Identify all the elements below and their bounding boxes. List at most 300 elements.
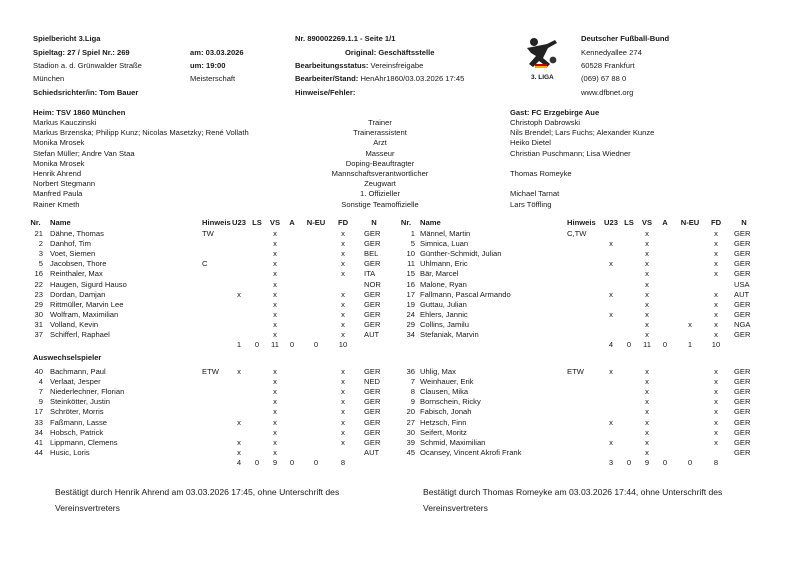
player-nationality: GER [364,259,381,269]
player-fd: x [714,309,718,319]
player-u23 [232,239,246,249]
player-nationality: GER [734,229,751,238]
notes-label: Hinweise/Fehler: [295,88,356,97]
column-header-n: N [741,218,747,227]
player-non-eu [304,367,328,377]
player-vs: x [273,269,277,279]
total-a: 0 [662,340,668,350]
total-ls: 0 [254,340,260,350]
player-fd: x [714,289,718,299]
official-home: Rainer Kmeth [33,199,80,209]
player-name: Ehlers, Jannic [420,309,468,319]
player-number: 24 [406,309,415,319]
player-fd [336,280,350,290]
player-number: 22 [34,279,43,289]
player-u23: x [237,437,241,447]
player-number: 41 [34,437,43,447]
player-name: Reinthaler, Max [50,269,103,279]
player-nationality: GER [734,377,751,387]
player-vs: x [645,377,649,387]
column-header-fd: FD [337,218,349,227]
player-name: Lippmann, Clemens [50,437,118,447]
official-role: Zeugwart [364,179,396,189]
player-number: 37 [34,330,43,339]
player-u23: x [237,417,241,427]
org-website[interactable]: www.dfbnet.org [581,88,634,97]
player-note: ETW [567,367,584,376]
player-vs: x [273,447,277,457]
player-name: Faßmann, Lasse [50,417,107,427]
player-nationality: AUT [364,330,380,339]
player-number: 20 [406,407,415,417]
player-fd: x [714,427,718,437]
player-u23: x [609,437,613,447]
column-header-hinweis: Hinweis [567,218,596,227]
player-vs: x [645,299,649,309]
column-header-hinweis: Hinweis [202,218,231,227]
player-u23 [232,229,246,239]
column-header-neu: N-EU [680,218,700,227]
player-nationality: GER [364,309,381,319]
player-number: 29 [34,299,43,309]
column-header-neu: N-EU [306,218,326,227]
official-home: Monika Mrosek [33,158,85,168]
player-non-eu [304,320,328,330]
player-u23 [604,320,618,330]
player-vs: x [273,427,277,437]
substitutes-heading: Auswechselspieler [33,353,102,362]
player-u23 [604,300,618,310]
player-u23: x [237,447,241,457]
player-fd: x [341,249,345,259]
total-neu: 0 [687,457,693,467]
player-name: Husic, Loris [50,447,90,457]
player-nationality: GER [364,299,381,309]
player-non-eu [304,280,328,290]
player-vs: x [273,289,277,299]
column-header-u23: U23 [604,218,618,227]
official-role: Masseur [365,148,395,158]
player-non-eu [678,407,702,417]
official-role: Mannschaftsverantwortlicher [331,169,429,178]
official-away: Christoph Dabrowski [510,118,581,127]
player-fd: x [714,259,718,269]
player-non-eu [304,448,328,458]
player-non-eu [678,387,702,397]
player-non-eu [678,310,702,320]
player-fd: x [714,299,718,309]
official-role: Doping-Beauftragter [345,158,415,168]
player-name: Fabisch, Jonah [420,407,472,417]
player-u23: x [609,309,613,319]
player-note: ETW [202,367,219,376]
player-name: Volland, Kevin [50,319,99,329]
player-vs: x [273,299,277,309]
official-role: Arzt [373,138,387,148]
player-non-eu [678,377,702,387]
player-vs: x [645,397,649,407]
player-u23 [604,280,618,290]
player-vs: x [645,387,649,397]
total-fd: 10 [338,340,348,350]
player-name: Uhlig, Max [420,367,456,376]
player-name: Dordan, Damjan [50,289,106,299]
player-u23 [232,280,246,290]
player-name: Danhof, Tim [50,239,91,249]
player-number: 45 [406,447,415,457]
column-header-name: Name [50,218,71,227]
player-name: Schifferl, Raphael [50,330,110,339]
player-name: Bornschein, Ricky [420,397,481,407]
player-nationality: GER [364,229,381,238]
player-vs: x [645,249,649,259]
org-city: 60528 Frankfurt [581,61,635,70]
player-number: 2 [38,239,43,249]
player-name: Stefaniak, Marvin [420,330,479,339]
player-number: 19 [406,299,415,309]
player-vs: x [645,269,649,279]
player-name: Bär, Marcel [420,269,459,279]
player-number: 23 [34,289,43,299]
column-header-a: A [662,218,668,227]
player-non-eu [304,269,328,279]
player-nationality: GER [734,299,751,309]
player-non-eu [304,259,328,269]
player-non-eu [678,290,702,300]
home-team-title: Heim: TSV 1860 München [33,108,126,117]
player-number: 34 [34,427,43,437]
player-vs: x [273,407,277,417]
player-vs: x [645,447,649,457]
player-u23 [604,387,618,397]
player-vs: x [273,319,277,329]
org-street: Kennedyallee 274 [581,48,642,57]
player-name: Wolfram, Maximilian [50,309,119,319]
official-away: Nils Brendel; Lars Fuchs; Alexander Kunze [510,128,655,138]
player-name: Niederlechner, Florian [50,387,125,397]
document-number: Nr. 890002269.1.1 - Seite 1/1 [295,34,396,43]
column-header-ls: LS [624,218,634,227]
player-nationality: GER [364,427,381,437]
away-team-title: Gast: FC Erzgebirge Aue [510,108,600,117]
player-nationality: GER [364,367,381,376]
player-fd: x [341,437,345,447]
player-nationality: GER [734,367,751,376]
player-number: 15 [406,269,415,279]
player-number: 9 [38,397,43,407]
player-nationality: GER [364,397,381,407]
player-number: 5 [410,239,415,249]
player-name: Jacobsen, Thore [50,259,107,269]
match-date: am: 03.03.2026 [190,48,244,57]
player-number: 7 [410,377,415,387]
player-vs: x [273,330,277,339]
total-ls: 0 [626,457,632,467]
player-non-eu [304,397,328,407]
player-fd: x [341,299,345,309]
official-home: Monika Mrosek [33,138,85,148]
player-fd: x [341,330,345,339]
player-nationality: GER [734,269,751,279]
total-u23: 4 [236,457,242,467]
player-vs: x [645,279,649,289]
org-phone: (069) 67 88 0 [581,74,627,83]
player-nationality: NOR [364,279,381,289]
player-number: 31 [34,319,43,329]
player-non-eu [678,367,702,377]
player-vs: x [273,437,277,447]
total-fd: 8 [340,457,346,467]
player-name: Hetzsch, Finn [420,417,467,427]
player-fd: x [714,319,718,329]
player-name: Fallmann, Pascal Armando [420,289,511,299]
total-vs: 11 [643,340,651,350]
player-name: Dähne, Thomas [50,229,104,238]
player-vs: x [645,319,649,329]
player-number: 21 [34,229,43,238]
player-u23 [232,330,246,340]
player-vs: x [273,259,277,269]
editor-label: Bearbeiter/Stand: [295,74,359,83]
player-fd: x [714,239,718,249]
player-number: 9 [410,397,415,407]
player-u23 [604,377,618,387]
total-neu: 0 [313,340,319,350]
player-name: Guttau, Julian [420,299,467,309]
player-name: Simnica, Luan [420,239,469,249]
org-name: Deutscher Fußball-Bund [581,34,670,43]
player-non-eu [304,290,328,300]
player-non-eu [304,418,328,428]
player-u23: x [237,289,241,299]
player-fd: x [341,259,345,269]
player-number: 5 [38,259,43,269]
player-fd: x [341,387,345,397]
player-u23: x [609,289,613,299]
player-non-eu [304,377,328,387]
player-nationality: GER [364,239,381,249]
player-vs: x [273,249,277,259]
player-name: Ocansey, Vincent Akrofi Frank [420,447,522,457]
player-fd: x [714,437,718,447]
player-number: 16 [406,279,415,289]
player-fd: x [341,269,345,279]
player-nationality: GER [734,259,751,269]
player-nationality: GER [364,319,381,329]
player-name: Männel, Martin [420,229,471,238]
player-name: Rittmüller, Marvin Lee [50,299,124,309]
player-u23: x [609,239,613,249]
official-home: Henrik Ahrend [33,169,82,178]
player-u23: x [609,367,613,376]
official-role: Sonstige Teamoffizielle [341,199,419,209]
player-non-eu [678,229,702,239]
referee: Schiedsrichter/in: Tom Bauer [33,88,139,97]
player-name: Hobsch, Patrick [50,427,104,437]
player-number: 7 [38,387,43,397]
player-non-eu [304,229,328,239]
column-header-a: A [289,218,295,227]
player-fd: x [341,417,345,427]
total-neu: 1 [687,340,693,350]
player-non-eu [304,407,328,417]
player-non-eu [678,269,702,279]
player-nationality: USA [734,279,750,289]
player-u23 [232,387,246,397]
status-value: Vereinsfreigabe [370,61,424,70]
player-u23 [604,330,618,340]
total-neu: 0 [313,457,319,467]
player-number: 39 [406,437,415,447]
player-number: 40 [34,367,43,376]
player-vs: x [645,289,649,299]
player-fd: x [714,377,718,387]
player-non-eu [678,448,702,458]
player-vs: x [645,239,649,249]
player-name: Bachmann, Paul [50,367,106,376]
total-ls: 0 [626,340,632,350]
player-note: C [202,259,208,269]
official-away: Thomas Romeyke [510,169,572,178]
player-fd: x [714,229,718,238]
player-vs: x [645,259,649,269]
player-fd: x [341,407,345,417]
official-role: Trainer [368,118,392,127]
player-fd: x [341,319,345,329]
player-nationality: AUT [734,289,750,299]
player-nationality: GER [364,387,381,397]
player-non-eu [304,300,328,310]
player-u23 [232,320,246,330]
player-non-eu [678,280,702,290]
official-home: Manfred Paula [33,189,83,199]
player-nationality: GER [734,447,751,457]
player-number: 36 [406,367,415,376]
player-number: 3 [38,249,43,259]
column-header-n: N [371,218,377,227]
player-non-eu [304,239,328,249]
official-role: Trainerassistent [353,128,407,138]
player-nationality: GER [734,309,751,319]
player-non-eu [678,397,702,407]
player-nationality: BEL [364,249,379,259]
official-home: Markus Kauczinski [33,118,97,127]
player-u23 [232,269,246,279]
player-vs: x [273,397,277,407]
player-number: 29 [406,319,415,329]
status-label: Bearbeitungsstatus: [295,61,369,70]
player-note: C,TW [567,229,587,238]
player-vs: x [645,437,649,447]
player-fd: x [341,427,345,437]
player-vs: x [273,229,277,238]
player-vs: x [645,407,649,417]
player-fd: x [714,407,718,417]
player-vs: x [645,309,649,319]
player-u23 [232,249,246,259]
player-name: Seifert, Moritz [420,427,467,437]
column-header-vs: VS [269,218,281,227]
player-number: 10 [406,249,415,259]
player-name: Collins, Jamilu [420,319,469,329]
player-nationality: GER [734,387,751,397]
player-number: 8 [410,387,415,397]
player-name: Schröter, Morris [50,407,104,417]
player-u23: x [609,259,613,269]
player-vs: x [273,417,277,427]
total-a: 0 [289,457,295,467]
column-header-nr: Nr. [400,218,412,227]
player-name: Voet, Siemen [50,249,96,259]
player-nationality: AUT [364,447,380,457]
player-fd: x [714,417,718,427]
player-number: 17 [34,407,43,417]
player-fd: x [714,330,718,339]
player-number: 30 [406,427,415,437]
kickoff-time: um: 19:00 [190,61,226,70]
player-fd: x [341,289,345,299]
player-u23 [232,310,246,320]
player-vs: x [273,239,277,249]
player-u23 [232,407,246,417]
player-fd: x [714,397,718,407]
player-nationality: NED [364,377,381,387]
player-nationality: GER [364,417,381,427]
player-fd: x [341,367,345,376]
player-name: Malone, Ryan [420,279,467,289]
player-name: Weinhauer, Erik [420,377,474,387]
away-confirmation: Bestätigt durch Thomas Romeyke am 03.03.2026 17:44, ohne Unterschrift des Vereinsvertreters [423,487,723,513]
total-vs: 9 [272,457,278,467]
stadium: Stadion a. d. Grünwalder Straße [33,61,142,70]
player-vs: x [273,377,277,387]
player-u23 [232,300,246,310]
league-logo [517,34,565,84]
official-role: 1. Offizieller [360,189,400,199]
player-non-eu [678,438,702,448]
player-non-eu [304,330,328,340]
editor-value: HenAhr1860/03.03.2026 17:45 [360,74,465,83]
player-u23 [232,397,246,407]
player-non-eu [678,428,702,438]
player-vs: x [645,417,649,427]
player-number: 4 [38,377,43,387]
player-nationality: GER [734,397,751,407]
player-fd: x [341,309,345,319]
player-number: 1 [410,229,415,238]
player-number: 17 [406,289,415,299]
player-number: 11 [407,259,415,269]
player-nationality: GER [734,437,751,447]
player-non-eu [304,428,328,438]
official-away: Lars Töffling [510,199,552,209]
player-non-eu [678,249,702,259]
player-number: 34 [406,330,415,339]
player-non-eu [304,310,328,320]
player-vs: x [273,387,277,397]
total-vs: 11 [271,340,279,350]
official-home: Stefan Müller; Andre Van Staa [33,148,135,158]
player-nationality: GER [364,437,381,447]
total-fd: 8 [713,457,719,467]
player-name: Uhlmann, Eric [420,259,468,269]
player-name: Clausen, Mika [420,387,469,397]
player-non-eu: x [688,319,692,329]
player-non-eu [304,387,328,397]
player-non-eu [678,300,702,310]
player-non-eu [678,259,702,269]
column-header-nr: Nr. [30,218,41,227]
